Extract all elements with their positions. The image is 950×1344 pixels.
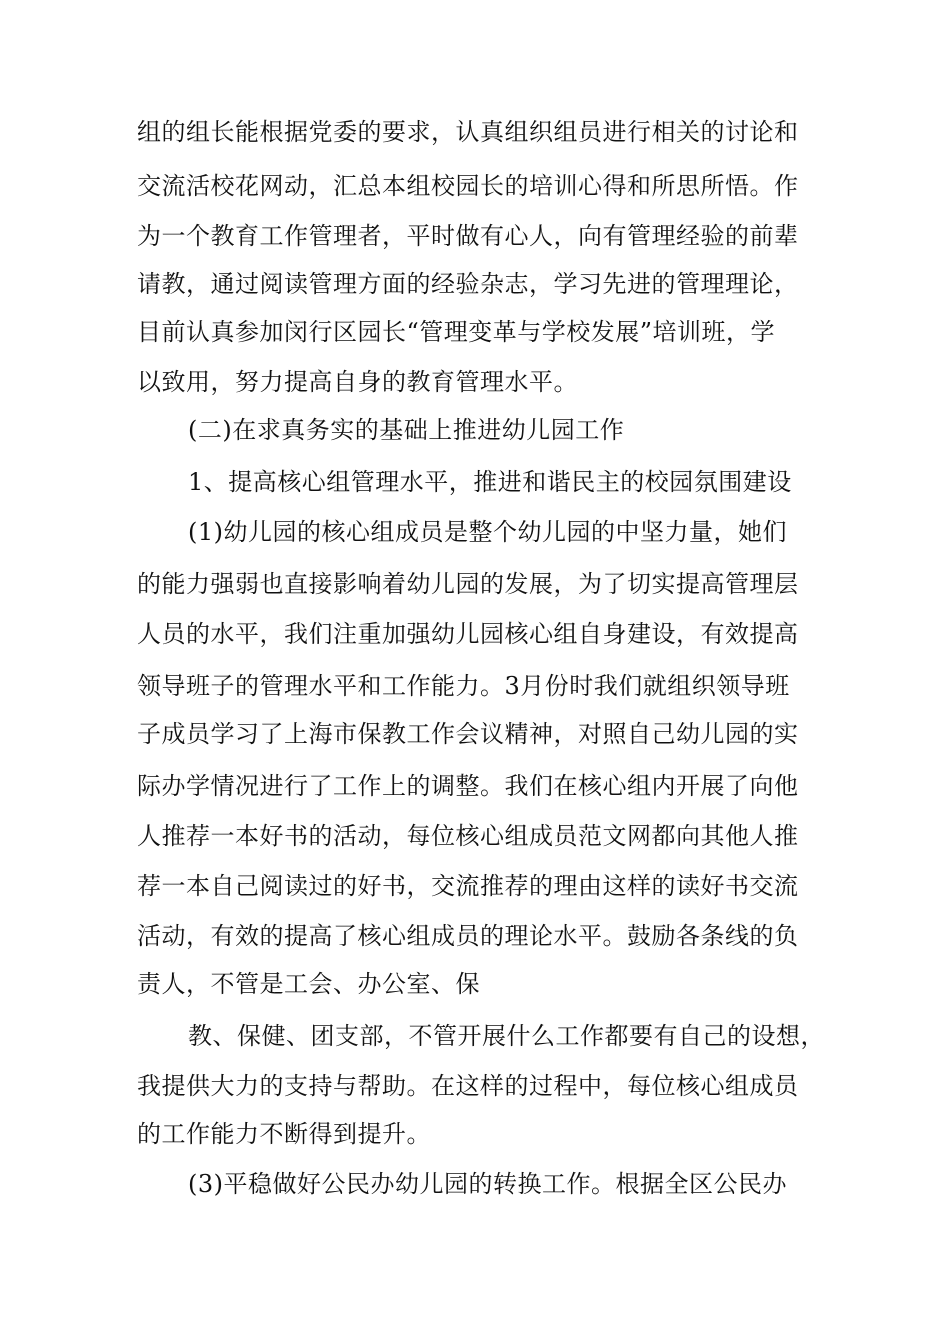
text-line: 以致用，努力提高自身的教育管理水平。 [137, 368, 578, 396]
text-line: 荐一本自己阅读过的好书，交流推荐的理由这样的读好书交流 [137, 872, 799, 900]
text-line: 活动，有效的提高了核心组成员的理论水平。鼓励各条线的负 [137, 922, 799, 950]
text-line: 责人，不管是工会、办公室、保 [137, 970, 480, 998]
text-line: 教、保健、团支部，不管开展什么工作都要有自己的设想， [188, 1022, 825, 1050]
text-line: 组的组长能根据党委的要求，认真组织组员进行相关的讨论和 [137, 118, 799, 146]
text-line: 目前认真参加闵行区园长“管理变革与学校发展”培训班，学 [137, 318, 776, 346]
text-line: 交流活校花网动，汇总本组校园长的培训心得和所思所悟。作 [137, 172, 799, 200]
text-line: 人推荐一本好书的活动，每位核心组成员范文网都向其他人推 [137, 822, 799, 850]
text-line: 际办学情况进行了工作上的调整。我们在核心组内开展了向他 [137, 772, 799, 800]
subsection-heading: 1、提高核心组管理水平，推进和谐民主的校园氛围建设 [188, 468, 792, 496]
section-heading: (二)在求真务实的基础上推进幼儿园工作 [188, 416, 625, 444]
text-line: 的能力强弱也直接影响着幼儿园的发展，为了切实提高管理层 [137, 570, 799, 598]
text-line: 人员的水平，我们注重加强幼儿园核心组自身建设，有效提高 [137, 620, 799, 648]
text-line: 请教，通过阅读管理方面的经验杂志，学习先进的管理理论， [137, 270, 799, 298]
text-line: 的工作能力不断得到提升。 [137, 1120, 431, 1148]
text-line: (3)平稳做好公民办幼儿园的转换工作。根据全区公民办 [188, 1170, 787, 1198]
text-line: 领导班子的管理水平和工作能力。3月份时我们就组织领导班 [137, 672, 790, 700]
text-line: 我提供大力的支持与帮助。在这样的过程中，每位核心组成员 [137, 1072, 799, 1100]
text-line: 为一个教育工作管理者，平时做有心人，向有管理经验的前辈 [137, 222, 799, 250]
text-line: (1)幼儿园的核心组成员是整个幼儿园的中坚力量，她们 [188, 518, 787, 546]
text-line: 子成员学习了上海市保教工作会议精神，对照自己幼儿园的实 [137, 720, 799, 748]
